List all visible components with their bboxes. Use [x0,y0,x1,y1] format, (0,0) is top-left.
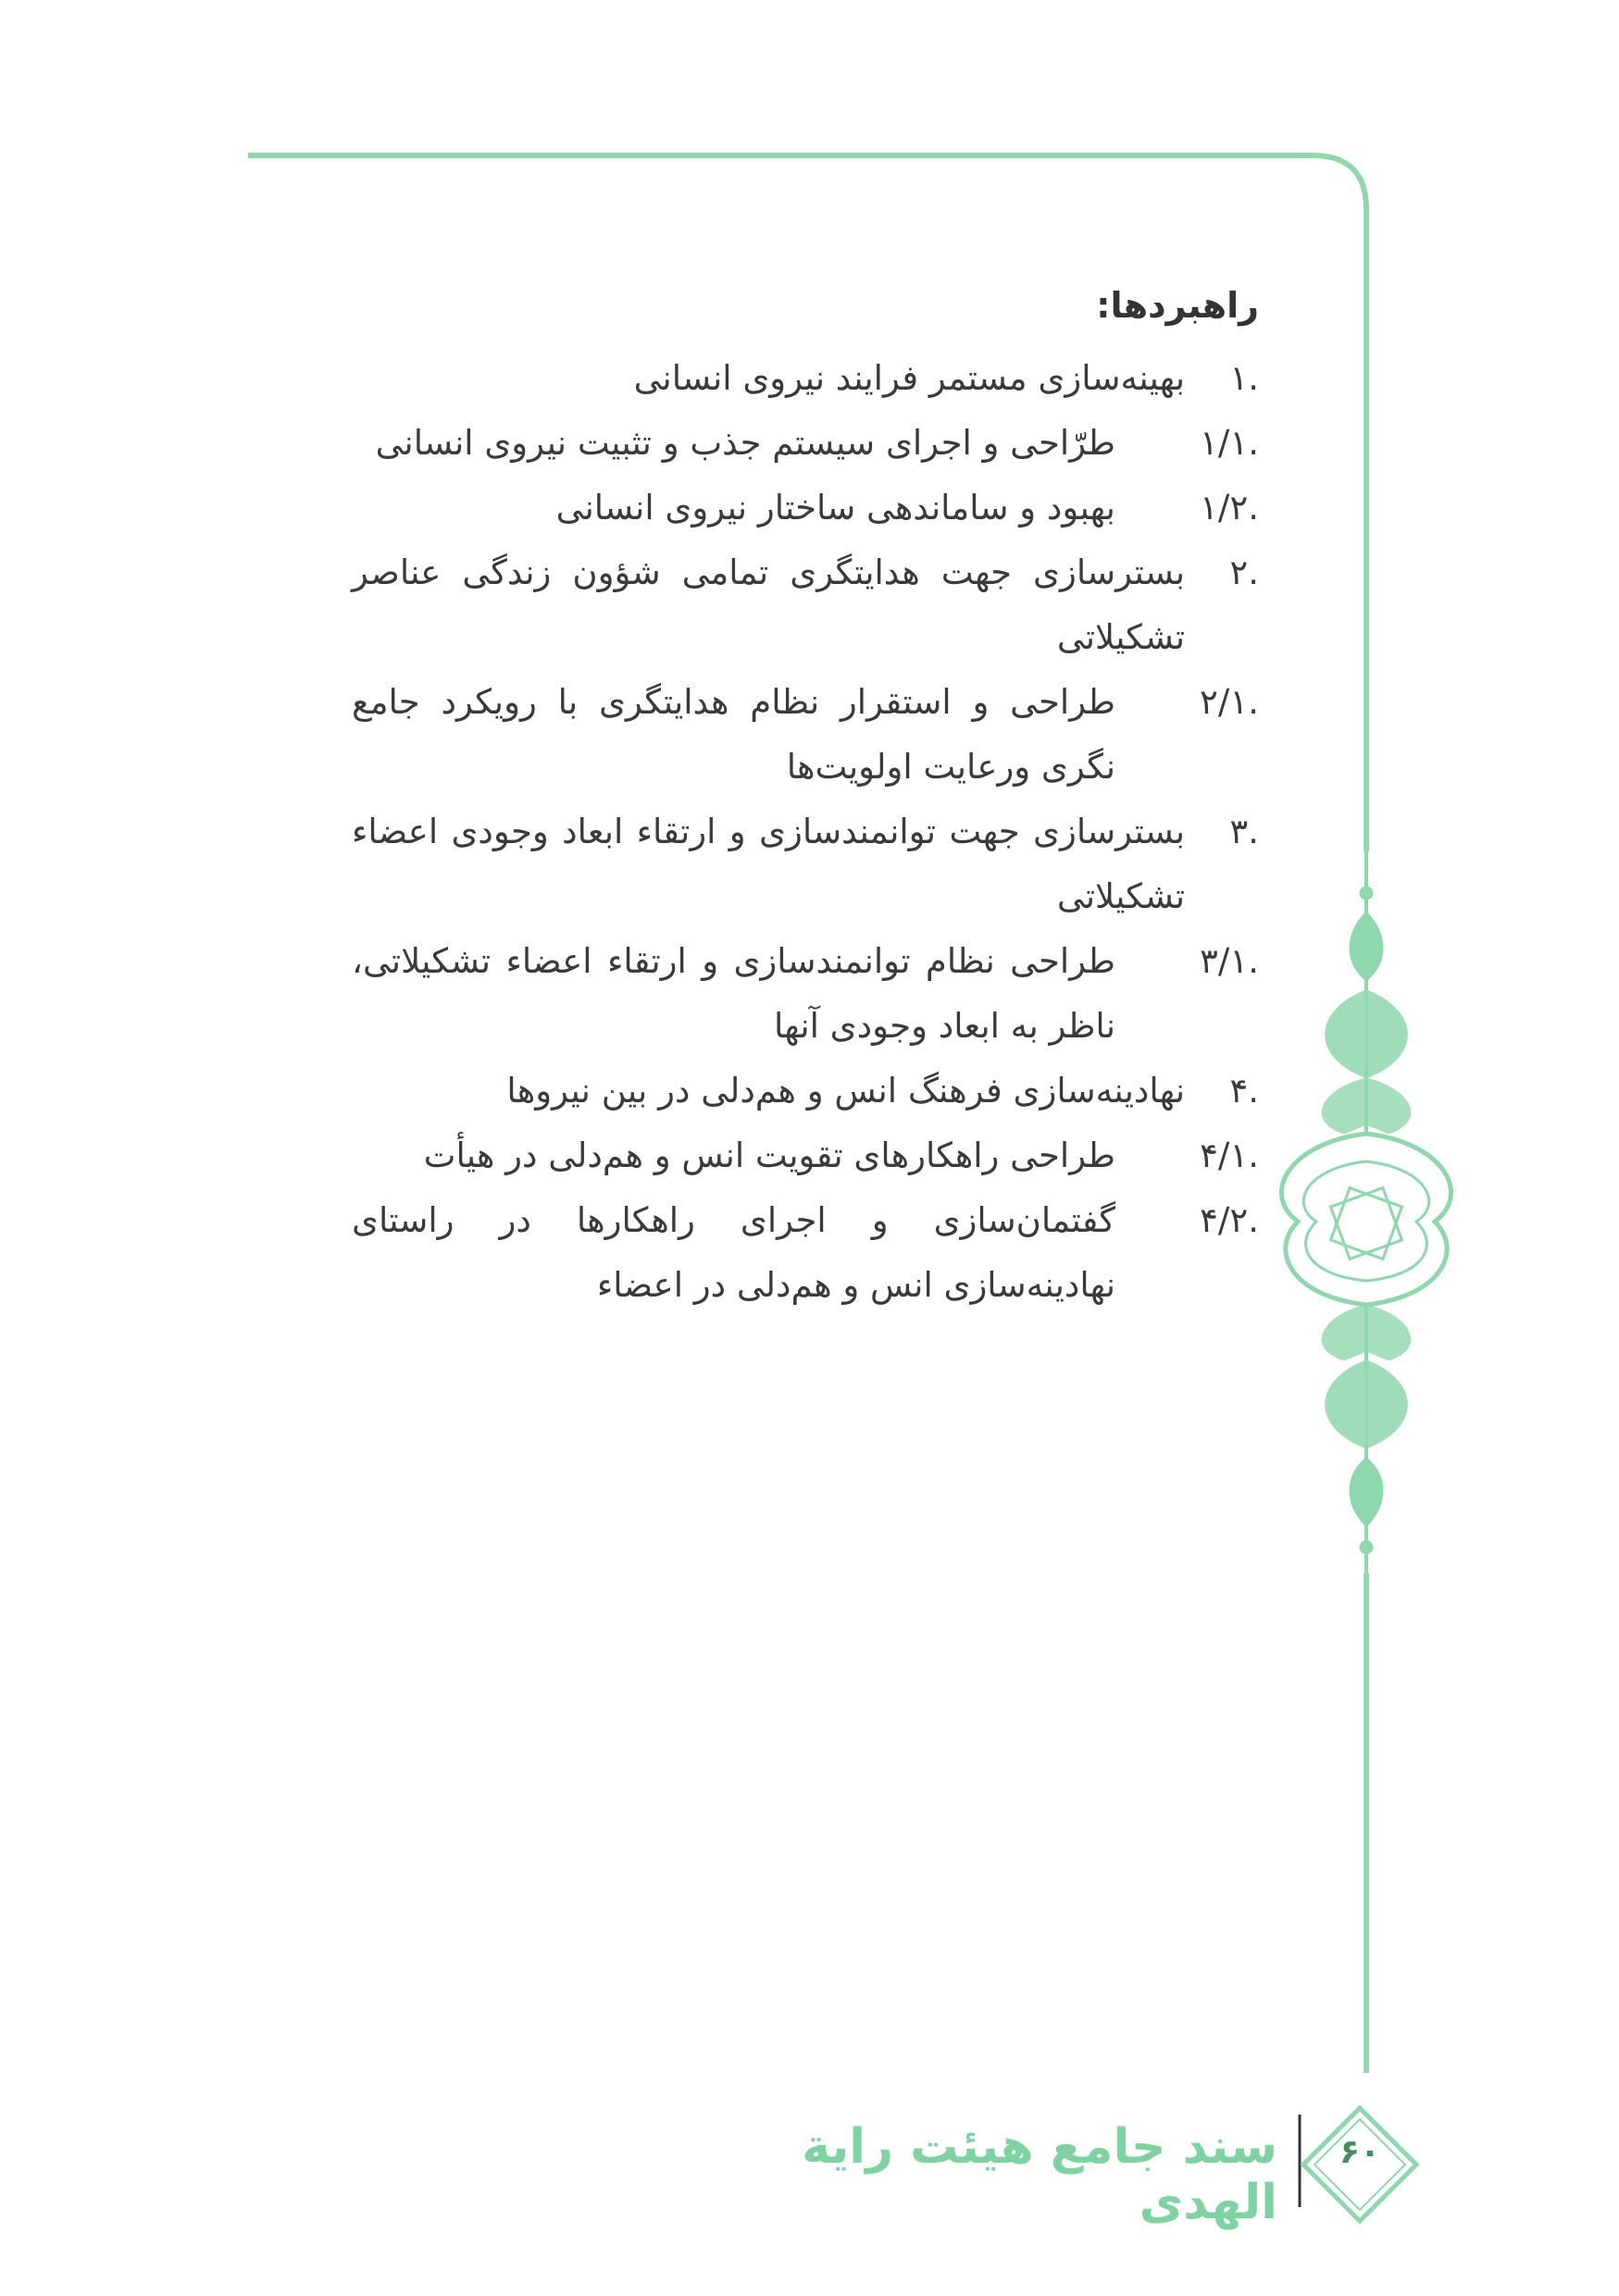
floral-medallion-icon [1281,851,1451,1573]
list-item [352,476,1259,540]
item-number: .۳ [1229,812,1259,851]
item-number: .۲/۱ [1200,682,1259,722]
list-item [352,540,1259,670]
list-item [352,670,1259,800]
item-text: طراحی نظام توانمندسازی و ارتقاء اعضاء تشکیلاتی، ناظر به ابعاد وجودی آنها [352,941,1115,1046]
item-text: طرّاحی و اجرای سیستم جذب و تثبیت نیروی انسانی [375,423,1115,463]
list-item [352,411,1259,476]
document-title: سند جامع هیئت رایة الهدی [802,2119,1277,2230]
item-text: بهینه‌سازی مستمر فرایند نیروی انسانی [633,358,1185,398]
list-item [352,800,1259,929]
item-number: .۱/۱ [1200,423,1259,463]
item-number: .۱/۲ [1200,488,1259,527]
item-text: بسترسازی جهت هدایتگری تمامی شؤون زندگی عناصر تشکیلاتی [352,552,1185,657]
list-item [352,1059,1259,1123]
item-text: بسترسازی جهت توانمندسازی و ارتقاء ابعاد وجودی اعضاء تشکیلاتی [352,812,1185,916]
strategies-section [352,278,1259,1318]
item-text: طراحی راهکارهای تقویت انس و هم‌دلی در هیأت [423,1136,1115,1175]
list-item [352,1188,1259,1318]
item-text: طراحی و استقرار نظام هدایتگری با رویکرد جامع نگری ورعایت اولویت‌ها [352,682,1115,787]
item-text: بهبود و ساماندهی ساختار نیروی انسانی [555,488,1115,527]
item-number: .۱ [1229,358,1259,398]
item-number: .۲ [1229,552,1259,592]
list-item [352,346,1259,411]
item-number: .۳/۱ [1200,941,1259,981]
item-number: .۴/۲ [1200,1200,1259,1240]
section-heading: راهبردها: [1096,285,1259,326]
page-number: ۶۰ [1339,2133,1380,2171]
item-text: گفتمان‌سازی و اجرای راهکارها در راستای نهادینه‌سازی انس و هم‌دلی در اعضاء [352,1200,1115,1305]
strategies-list [352,346,1259,1318]
item-number: .۴/۱ [1200,1136,1259,1175]
item-text: نهادینه‌سازی فرهنگ انس و هم‌دلی در بین نیروها [506,1071,1185,1111]
item-number: .۴ [1229,1071,1259,1111]
list-item [352,929,1259,1059]
list-item [352,1123,1259,1188]
